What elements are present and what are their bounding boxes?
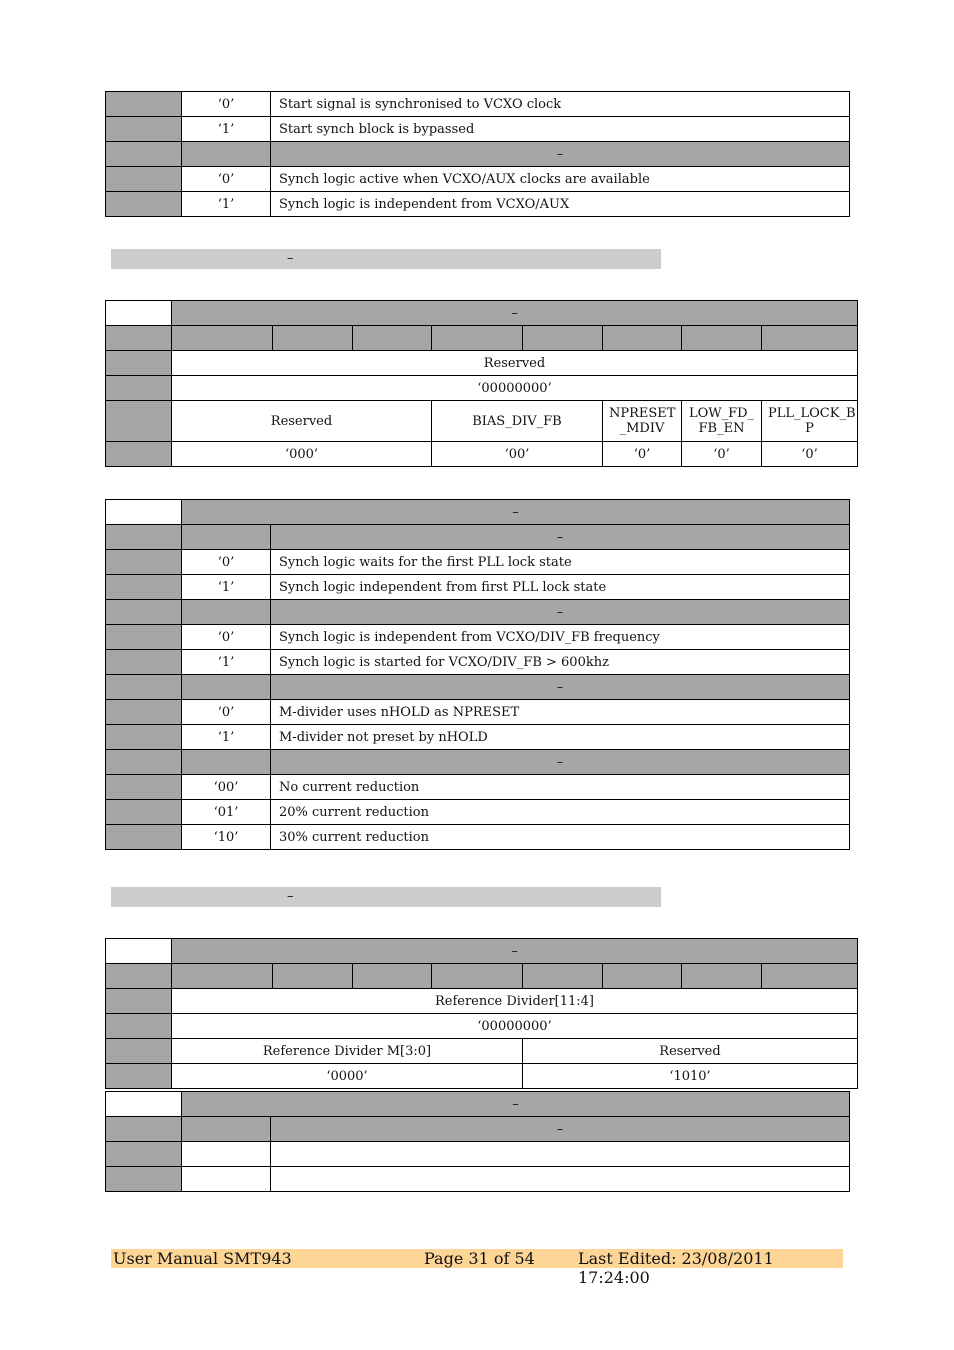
table-row (106, 625, 850, 650)
bit-group-title: – (271, 600, 850, 625)
table-subheader (106, 525, 850, 550)
bit-value: ‘1’ (182, 650, 271, 675)
bit-number-row (106, 326, 858, 351)
bit-number-row (106, 964, 858, 989)
table-row (106, 376, 858, 401)
register-title: – (172, 939, 858, 964)
bit-value: ‘1’ (182, 192, 271, 217)
bit-value: ‘01’ (182, 800, 271, 825)
table-row (106, 92, 850, 117)
bit-description-table-1 (105, 91, 850, 217)
table-row (106, 1064, 858, 1089)
section-heading-2 (111, 887, 661, 907)
table-title-row (106, 1092, 850, 1117)
table-row (106, 650, 850, 675)
table-title-row (106, 500, 850, 525)
field-name: NPRESET _MDIV (603, 401, 682, 442)
field-name: Reserved (172, 351, 858, 376)
table-row (106, 1014, 858, 1039)
bit-description: Synch logic waits for the first PLL lock state (271, 550, 850, 575)
register-map-2 (105, 938, 858, 1089)
table-row (106, 192, 850, 217)
bit-group-title: – (271, 525, 850, 550)
table-subheader (106, 675, 850, 700)
field-default: ‘0’ (603, 442, 682, 467)
table-row (106, 575, 850, 600)
bit-value: ‘1’ (182, 117, 271, 142)
section-heading-text: – (287, 889, 294, 904)
table-row (106, 775, 850, 800)
bit-group-title: – (271, 142, 850, 167)
footer-manual-title: User Manual SMT943 (113, 1249, 292, 1268)
bit-group-title: – (271, 1117, 850, 1142)
field-name: Reserved (523, 1039, 858, 1064)
bit-description: 20% current reduction (271, 800, 850, 825)
bit-value: ‘0’ (182, 92, 271, 117)
section-heading-1 (111, 249, 661, 269)
bit-value: ‘0’ (182, 550, 271, 575)
table-title: – (182, 500, 850, 525)
bit-description: Synch logic independent from first PLL lock state (271, 575, 850, 600)
table-subheader (106, 1117, 850, 1142)
table-row (106, 351, 858, 376)
field-default: ‘1010’ (523, 1064, 858, 1089)
bit-value: ‘10’ (182, 825, 271, 850)
bit-description-table-3 (105, 1091, 850, 1192)
field-default: ‘0’ (762, 442, 858, 467)
bit-description-table-2 (105, 499, 850, 850)
bit-value: ‘0’ (182, 167, 271, 192)
table-row (106, 1167, 850, 1192)
field-name: LOW_FD_ FB_EN (682, 401, 762, 442)
field-name: Reference Divider[11:4] (172, 989, 858, 1014)
table-row (106, 1039, 858, 1064)
field-name: PLL_LOCK_B P (762, 401, 858, 442)
section-heading-text: – (287, 251, 294, 266)
bit-description: Synch logic is independent from VCXO/AUX (271, 192, 850, 217)
bit-description: Synch logic active when VCXO/AUX clocks are available (271, 167, 850, 192)
register-title-row (106, 301, 858, 326)
footer-last-edited: Last Edited: 23/08/2011 17:24:00 (578, 1249, 774, 1287)
bit-description: Start synch block is bypassed (271, 117, 850, 142)
bit-value: ‘1’ (182, 575, 271, 600)
field-default: ‘0’ (682, 442, 762, 467)
bit-value: ‘0’ (182, 700, 271, 725)
field-default: ‘0000’ (172, 1064, 523, 1089)
bit-description: Synch logic is started for VCXO/DIV_FB > 600khz (271, 650, 850, 675)
bit-group-title: – (271, 750, 850, 775)
table-subheader (106, 750, 850, 775)
field-default: ‘00000000’ (172, 1014, 858, 1039)
table-subheader (106, 600, 850, 625)
bit-group-title: – (271, 675, 850, 700)
table-row (106, 1142, 850, 1167)
page-footer (111, 1249, 843, 1287)
bit-description: 30% current reduction (271, 825, 850, 850)
register-title: – (172, 301, 858, 326)
field-name: Reference Divider M[3:0] (172, 1039, 523, 1064)
field-default: ‘00000000’ (172, 376, 858, 401)
field-default: ‘00’ (432, 442, 603, 467)
bit-value: ‘0’ (182, 625, 271, 650)
field-name: Reserved (172, 401, 432, 442)
table-row (106, 442, 858, 467)
table-subheader (106, 142, 850, 167)
bit-description: Synch logic is independent from VCXO/DIV_FB frequency (271, 625, 850, 650)
table-row (106, 401, 858, 442)
table-row (106, 725, 850, 750)
bit-description: Start signal is synchronised to VCXO clock (271, 92, 850, 117)
bit-description: M-divider not preset by nHOLD (271, 725, 850, 750)
field-default: ‘000’ (172, 442, 432, 467)
table-row (106, 117, 850, 142)
bit-description: No current reduction (271, 775, 850, 800)
field-name: BIAS_DIV_FB (432, 401, 603, 442)
table-row (106, 550, 850, 575)
register-title-row (106, 939, 858, 964)
bit-value: ‘1’ (182, 725, 271, 750)
table-title: – (182, 1092, 850, 1117)
footer-page-number: Page 31 of 54 (424, 1249, 535, 1268)
bit-description: M-divider uses nHOLD as NPRESET (271, 700, 850, 725)
table-row (106, 989, 858, 1014)
table-row (106, 700, 850, 725)
table-row (106, 825, 850, 850)
register-map-1 (105, 300, 858, 467)
table-row (106, 167, 850, 192)
bit-value: ‘00’ (182, 775, 271, 800)
table-row (106, 800, 850, 825)
